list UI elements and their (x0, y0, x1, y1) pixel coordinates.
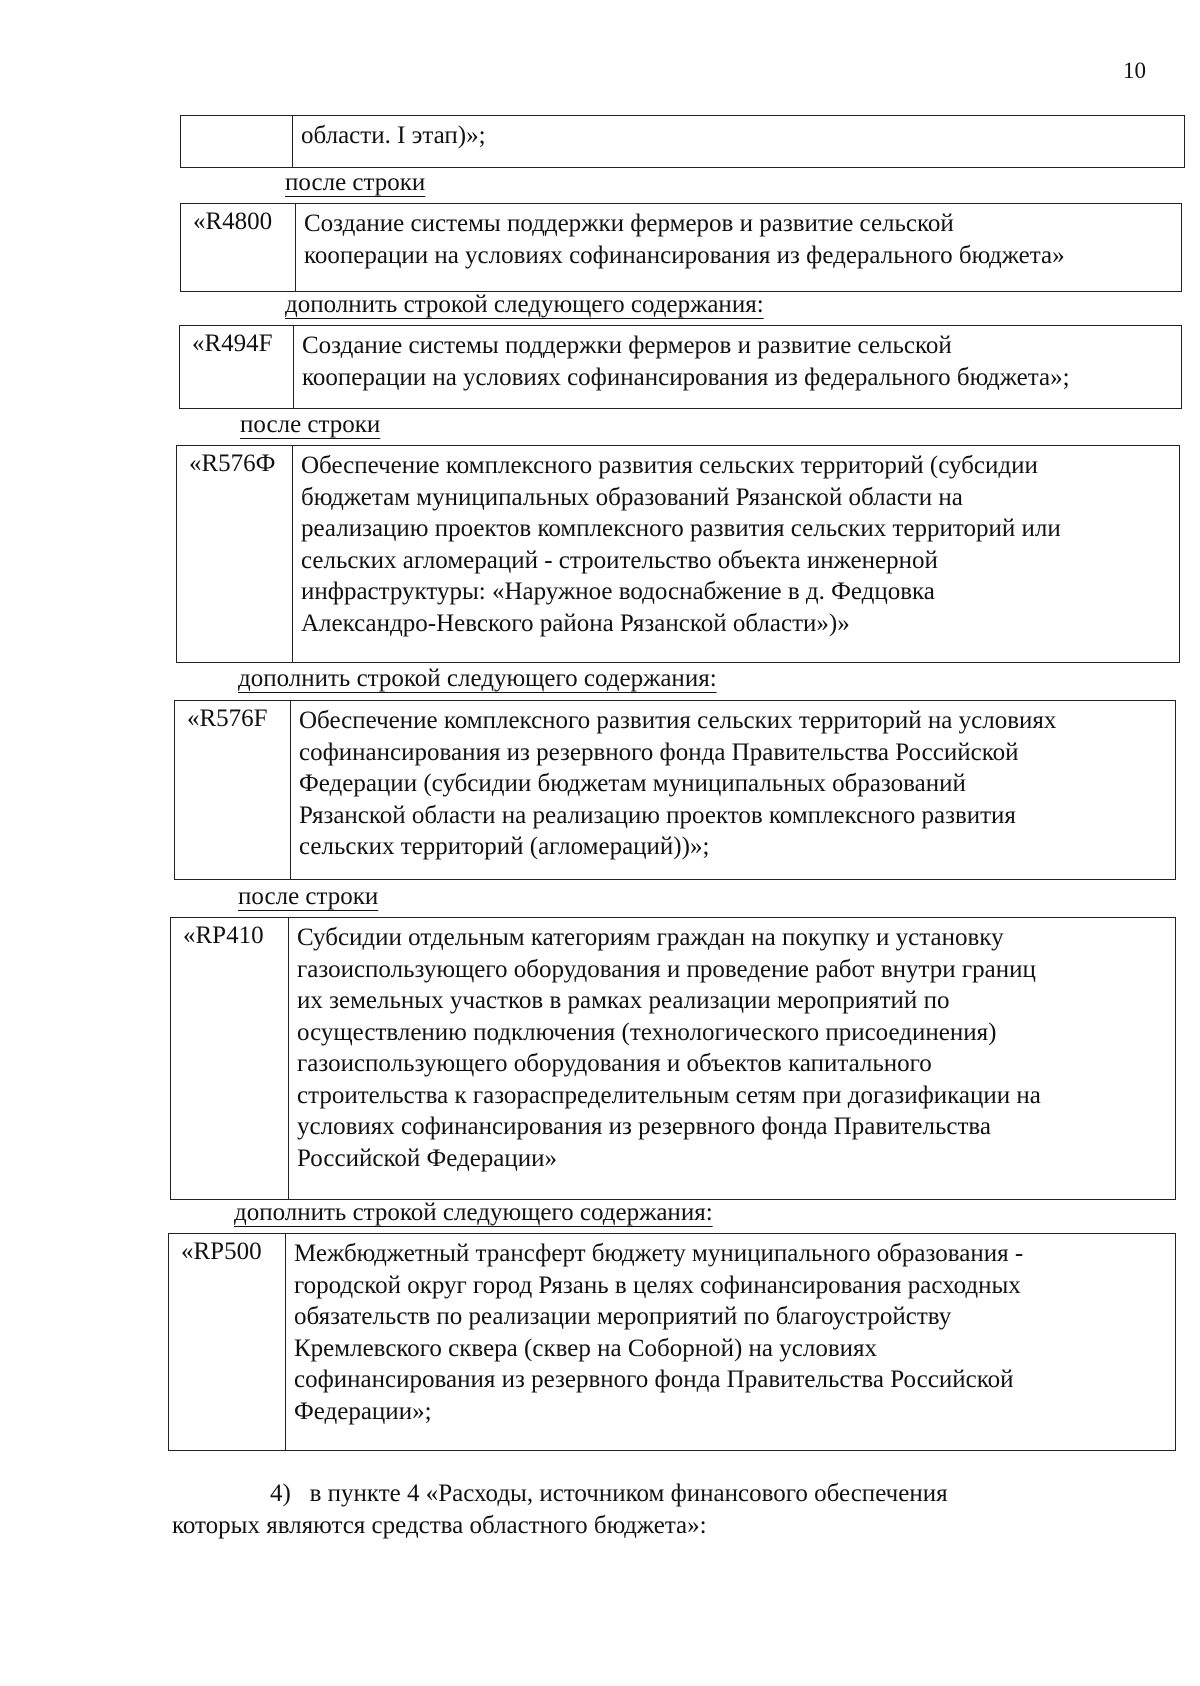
text-line: газоиспользующего оборудования и объектов капитального (297, 1050, 932, 1077)
connector-text: после строки (238, 883, 379, 910)
text-line: кооперации на условиях софинансирования из федерального бюджета» (304, 241, 1065, 269)
row-code: «RP500 (169, 1234, 286, 1450)
table-row (176, 445, 1180, 663)
text-line: инфраструктуры: «Наружное водоснабжение в д. Федцовка (301, 578, 935, 605)
text-line: городской округ город Рязань в целях софинансирования расходных (294, 1271, 1021, 1299)
table-row (179, 325, 1182, 409)
text-line: Межбюджетный трансферт бюджету муниципального образования - (294, 1240, 1024, 1267)
paragraph-line (270, 1478, 948, 1509)
row-code (181, 116, 293, 167)
row-text (296, 204, 1181, 291)
row-code: «R576F (175, 701, 291, 879)
text-line: Александро-Невского района Рязанской области»)» (301, 609, 850, 637)
text-line: софинансирования из резервного фонда Правительства Российской (299, 738, 1019, 766)
text-line: кооперации на условиях софинансирования из федерального бюджета»; (302, 363, 1070, 391)
text-line: области. I этап)»; (301, 122, 486, 149)
text-line: софинансирования из резервного фонда Правительства Российской (294, 1366, 1014, 1393)
row-text (291, 701, 1175, 879)
text-line: Обеспечение комплексного развития сельских территорий (субсидии (301, 452, 1038, 479)
text-line: сельских территорий (агломераций))»; (299, 833, 710, 860)
table-row (168, 1233, 1176, 1451)
text-line: их земельных участков в рамках реализации мероприятий по (297, 987, 950, 1014)
text-line: газоиспользующего оборудования и проведение работ внутри границ (297, 955, 1036, 983)
text-line: Создание системы поддержки фермеров и развитие сельской (302, 332, 952, 359)
row-text (286, 1234, 1175, 1450)
text-line: осуществлению подключения (технологического присоединения) (297, 1018, 997, 1046)
table-row (180, 203, 1182, 292)
text-line: строительства к газораспределительным сетям при догазификации на (297, 1081, 1041, 1109)
text-line: бюджетам муниципальных образований Рязанской области на (301, 483, 963, 511)
row-code: «R576Ф (177, 446, 293, 662)
table-row (174, 700, 1176, 880)
text-line: Обеспечение комплексного развития сельских территорий на условиях (299, 707, 1057, 734)
text-line: Рязанской области на реализацию проектов комплексного развития (299, 801, 1016, 829)
connector-text: дополнить строкой следующего содержания: (238, 665, 717, 692)
row-text (289, 918, 1175, 1199)
paragraph-line: которых являются средства областного бюджета»: (172, 1512, 707, 1539)
text-line: Создание системы поддержки фермеров и развитие сельской (304, 210, 954, 237)
paragraph-text: в пункте 4 «Расходы, источником финансового обеспечения (309, 1480, 948, 1507)
row-code: «R4800 (181, 204, 296, 291)
text-line: Субсидии отдельным категориям граждан на покупку и установку (297, 924, 1004, 951)
row-text (294, 326, 1181, 408)
row-text (293, 446, 1179, 662)
table-row (170, 917, 1176, 1200)
connector-text: после строки (240, 411, 381, 438)
text-line: Федерации»; (294, 1397, 432, 1425)
paragraph-number: 4) (270, 1480, 291, 1507)
text-line: сельских агломераций - строительство объекта инженерной (301, 546, 938, 574)
table-row (180, 115, 1185, 168)
text-line: Кремлевского сквера (сквер на Соборной) на условиях (294, 1334, 878, 1362)
connector-text: дополнить строкой следующего содержания: (285, 291, 764, 318)
text-line: реализацию проектов комплексного развития сельских территорий или (301, 515, 1061, 542)
text-line: Федерации (субсидии бюджетам муниципальных образований (299, 770, 966, 797)
connector-text: после строки (285, 169, 426, 196)
text-line: обязательств по реализации мероприятий по благоустройству (294, 1303, 952, 1330)
text-line: условиях софинансирования из резервного фонда Правительства (297, 1113, 991, 1140)
row-code: «R494F (180, 326, 294, 408)
row-text (293, 116, 1184, 167)
text-line: Российской Федерации» (297, 1144, 558, 1172)
page-number: 10 (1123, 58, 1146, 83)
row-code: «RP410 (171, 918, 289, 1199)
connector-text: дополнить строкой следующего содержания: (234, 1199, 713, 1226)
